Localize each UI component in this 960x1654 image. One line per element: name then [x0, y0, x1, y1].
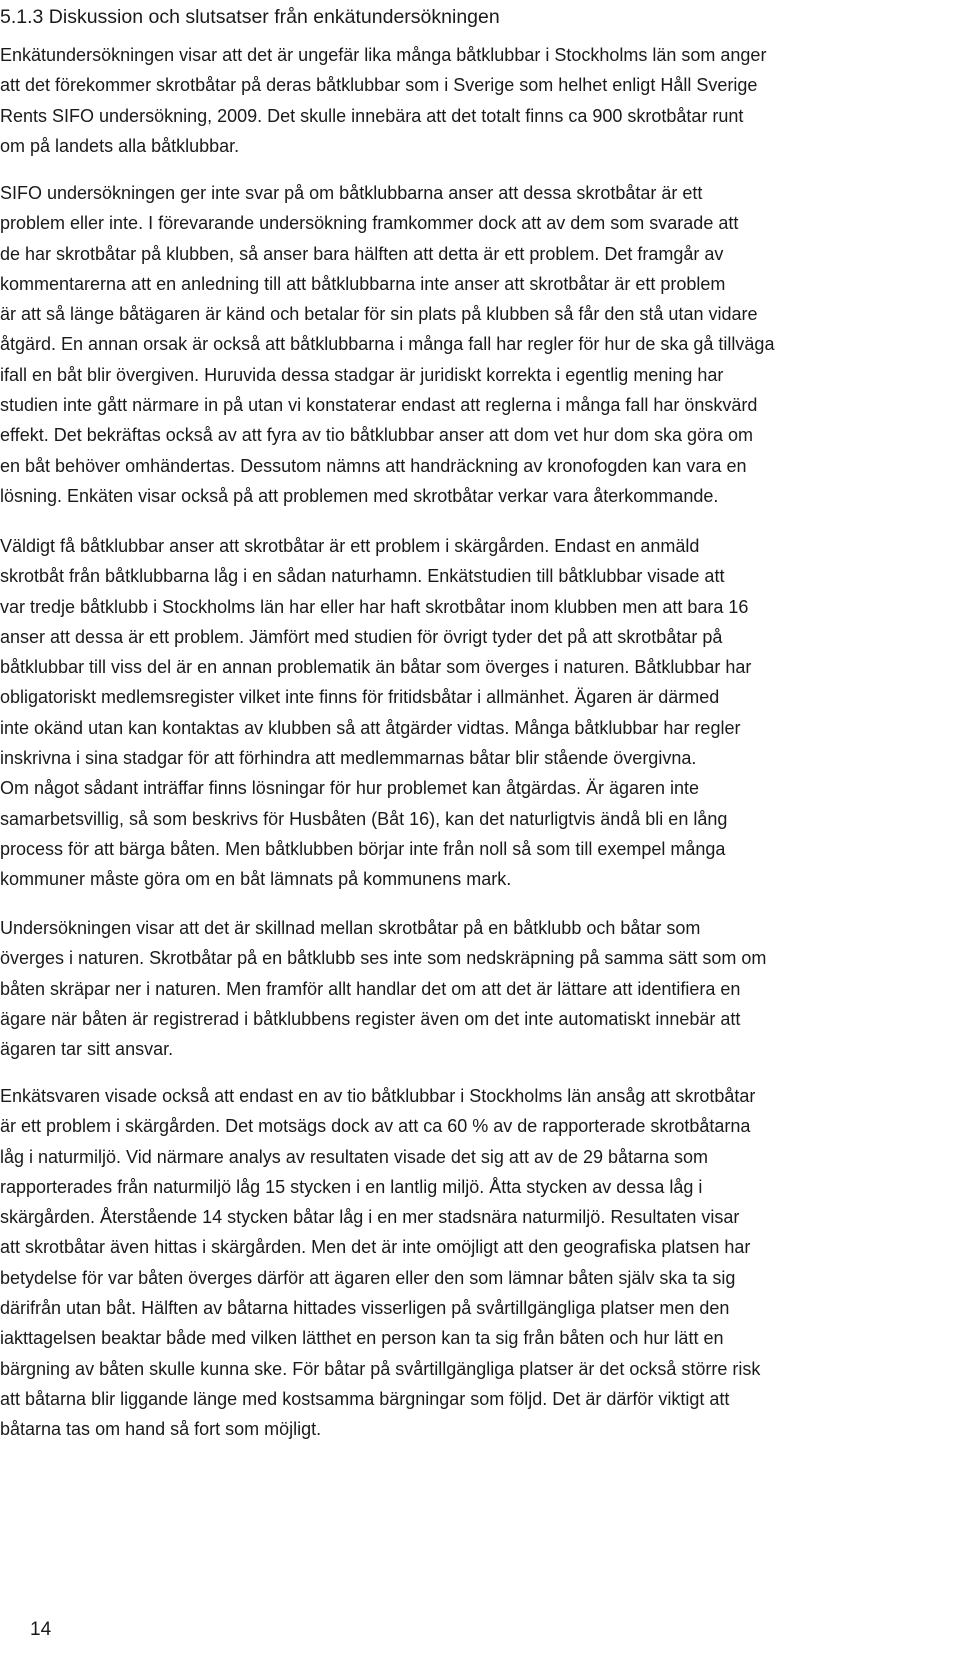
text-line: betydelse för var båten överges därför att ägaren eller den som lämnar båten själv ska ta sig	[0, 1267, 736, 1288]
text-line: låg i naturmiljö. Vid närmare analys av resultaten visade det sig att av de 29 båtarna som	[0, 1146, 709, 1167]
text-line: skärgården. Återstående 14 stycken båtar låg i en mer stadsnära naturmiljö. Resultaten visar	[0, 1207, 740, 1228]
text-line: Enkätundersökningen visar att det är ungefär lika många båtklubbar i Stockholms län som anger	[0, 45, 767, 65]
text-line: därifrån utan båt. Hälften av båtarna hittades visserligen på svårtillgängliga platser men den	[0, 1298, 730, 1319]
text-line: de har skrotbåtar på klubben, så anser bara hälften att detta är ett problem. Det framgår av	[0, 243, 724, 264]
text-line: SIFO undersökningen ger inte svar på om båtklubbarna anser att dessa skrotbåtar är ett	[0, 183, 703, 203]
text-line: studien inte gått närmare in på utan vi konstaterar endast att reglerna i många fall har önskvärd	[0, 395, 758, 416]
paragraph-5	[0, 1081, 950, 1445]
text-line: överges i naturen. Skrotbåtar på en båtklubb ses inte som nedskräpning på samma sätt som om	[0, 948, 767, 969]
text-line: båtklubbar till viss del är en annan problematik än båtar som överges i naturen. Båtklubbar har	[0, 657, 752, 678]
text-line: inskrivna i sina stadgar för att förhindra att medlemmarnas båtar blir stående övergivna.	[0, 748, 697, 769]
text-line: Rents SIFO undersökning, 2009. Det skulle innebära att det totalt finns ca 900 skrotbåtar runt	[0, 105, 744, 126]
text-line: bärgning av båten skulle kunna ske. För båtar på svårtillgängliga platser är det också större risk	[0, 1358, 761, 1379]
page-number: 14	[30, 1619, 52, 1640]
text-line: samarbetsvillig, så som beskrivs för Husbåten (Båt 16), kan det naturligtvis ändå bli en lång	[0, 808, 728, 829]
text-line: lösning. Enkäten visar också på att problemen med skrotbåtar verkar vara återkommande.	[0, 485, 719, 506]
text-line: effekt. Det bekräftas också av att fyra av tio båtklubbar anser att dom vet hur dom ska göra om	[0, 425, 754, 446]
text-line: ifall en båt blir övergiven. Huruvida dessa stadgar är juridiskt korrekta i egentlig mening har	[0, 364, 724, 385]
text-line: är att så länge båtägaren är känd och betalar för sin plats på klubben så får den stå utan vidare	[0, 304, 758, 325]
text-line: att båtarna blir liggande länge med kostsamma bärgningar som följd. Det är därför viktigt att	[0, 1388, 730, 1409]
text-line: kommuner måste göra om en båt lämnats på kommunens mark.	[0, 869, 512, 890]
text-line: process för att bärga båten. Men båtklubben börjar inte från noll så som till exempel många	[0, 838, 726, 859]
text-line: obligatoriskt medlemsregister vilket inte finns för fritidsbåtar i allmänhet. Ägaren är därmed	[0, 687, 720, 708]
text-line: inte okänd utan kan kontaktas av klubben så att åtgärder vidtas. Många båtklubbar har regler	[0, 717, 741, 738]
paragraph-4	[0, 913, 950, 1064]
text-line: en båt behöver omhändertas. Dessutom nämns att handräckning av kronofogden kan vara en	[0, 455, 747, 476]
text-line: Väldigt få båtklubbar anser att skrotbåtar är ett problem i skärgården. Endast en anmäld	[0, 536, 700, 556]
text-line: Om något sådant inträffar finns lösningar för hur problemet kan åtgärdas. Är ägaren inte	[0, 778, 700, 799]
text-line: Enkätsvaren visade också att endast en av tio båtklubbar i Stockholms län ansåg att skrotbåtar	[0, 1086, 756, 1106]
text-line: var tredje båtklubb i Stockholms län har eller har haft skrotbåtar inom klubben men att bara 16	[0, 596, 749, 617]
text-line: rapporterades från naturmiljö låg 15 stycken i en lantlig miljö. Åtta stycken av dessa låg i	[0, 1176, 703, 1197]
paragraph-1	[0, 40, 950, 161]
text-line: ägaren tar sitt ansvar.	[0, 1039, 174, 1060]
text-line: att det förekommer skrotbåtar på deras båtklubbar som i Sverige som helhet enligt Håll Sverige	[0, 75, 758, 96]
text-line: anser att dessa är ett problem. Jämfört med studien för övrigt tyder det på att skrotbåtar på	[0, 626, 723, 647]
text-line: problem eller inte. I förevarande undersökning framkommer dock att av dem som svarade att	[0, 213, 739, 234]
text-line: iakttagelsen beaktar både med vilken lätthet en person kan ta sig från båten och hur lätt en	[0, 1328, 724, 1349]
text-line: Undersökningen visar att det är skillnad mellan skrotbåtar på en båtklubb och båtar som	[0, 918, 701, 938]
text-line: båtarna tas om hand så fort som möjligt.	[0, 1419, 322, 1440]
section-heading: 5.1.3 Diskussion och slutsatser från enkätundersökningen	[0, 6, 500, 28]
text-line: är ett problem i skärgården. Det motsägs dock av att ca 60 % av de rapporterade skrotbåtarna	[0, 1116, 751, 1137]
paragraph-2	[0, 178, 950, 511]
paragraph-3	[0, 531, 950, 895]
text-line: båten skräpar ner i naturen. Men framför allt handlar det om att det är lättare att identifiera en	[0, 978, 741, 999]
text-line: skrotbåt från båtklubbarna låg i en sådan naturhamn. Enkätstudien till båtklubbar visade att	[0, 566, 725, 587]
text-line: ägare när båten är registrerad i båtklubbens register även om det inte automatiskt innebär att	[0, 1008, 741, 1029]
text-line: åtgärd. En annan orsak är också att båtklubbarna i många fall har regler för hur de ska gå tillväga	[0, 334, 775, 355]
text-line: om på landets alla båtklubbar.	[0, 135, 240, 156]
text-line: kommentarerna att en anledning till att båtklubbarna inte anser att skrotbåtar är ett problem	[0, 273, 726, 294]
text-line: att skrotbåtar även hittas i skärgården. Men det är inte omöjligt att den geografiska platsen har	[0, 1237, 751, 1258]
